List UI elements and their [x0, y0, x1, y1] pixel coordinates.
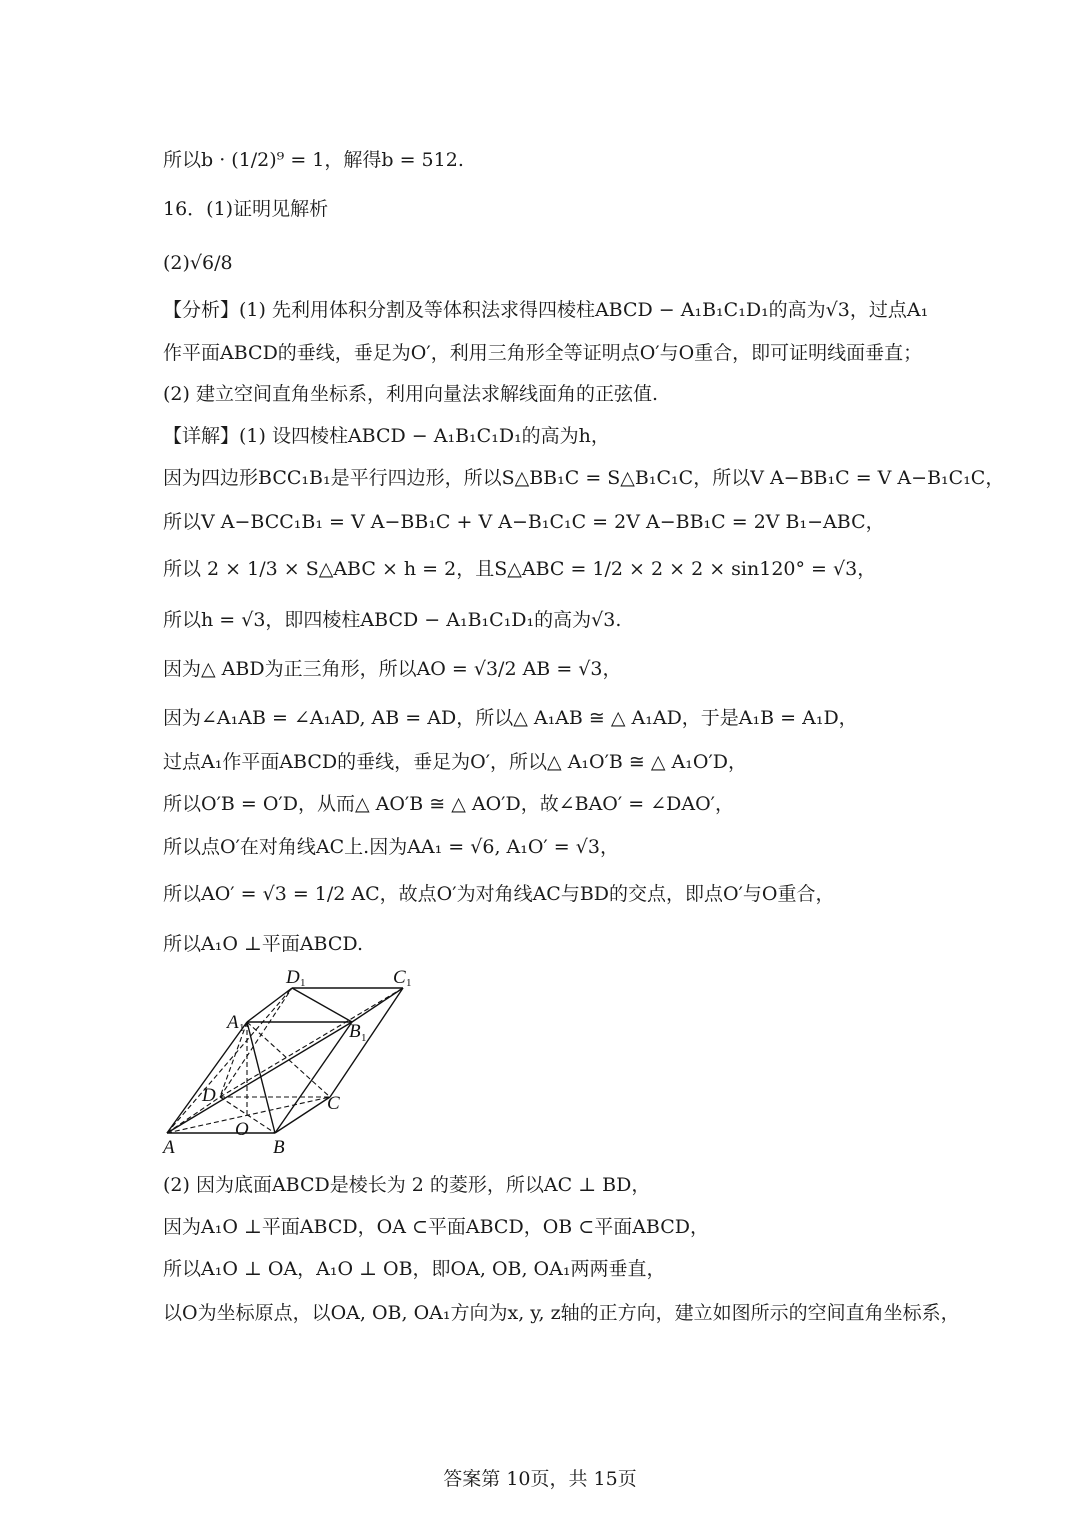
text-line-9: 所以V A−BCC₁B₁ = V A−BB₁C + V A−B₁C₁C = 2V A−BB₁C = 2V B₁−ABC， [163, 511, 885, 533]
page-footer: 答案第 10页，共 15页 [443, 1468, 637, 1490]
label-D: D [202, 1085, 216, 1106]
edge-A-D1 [167, 988, 292, 1133]
text-line-13: 因为∠A₁AB = ∠A₁AD, AB = AD，所以△ A₁AB ≅ △ A₁AD，于是A₁B = A₁D， [163, 707, 858, 729]
text-line-22: 以O为坐标原点，以OA, OB, OA₁方向为x, y, z轴的正方向，建立如图所示的空间直角坐标系， [163, 1302, 960, 1324]
label-O: O [235, 1119, 249, 1140]
text-line-16: 所以点O′在对角线AC上.因为AA₁ = √6, A₁O′ = √3， [163, 836, 619, 858]
edge-D1-B1 [292, 988, 352, 1022]
text-line-4: 【分析】(1) 先利用体积分割及等体积法求得四棱柱ABCD − A₁B₁C₁D₁的高为√3，过点A₁ [163, 299, 929, 321]
text-line-20: 因为A₁O ⊥平面ABCD，OA ⊂平面ABCD，OB ⊂平面ABCD， [163, 1216, 710, 1238]
edge-A-B1 [167, 1022, 352, 1133]
text-line-3: (2)√6/8 [163, 252, 233, 274]
label-C: C [327, 1093, 340, 1114]
label-C1: C [393, 967, 406, 988]
label-C1-sub: 1 [406, 977, 412, 989]
prism-figure [155, 958, 425, 1158]
label-A: A [163, 1137, 175, 1158]
label-B1: B [349, 1021, 361, 1042]
text-line-7: 【详解】(1) 设四棱柱ABCD − A₁B₁C₁D₁的高为h， [163, 425, 610, 447]
label-A1-sub: 1 [239, 1022, 245, 1034]
text-line-1: 所以b · (1/2)⁹ = 1，解得b = 512. [163, 149, 464, 171]
edge-B-C [275, 1097, 330, 1133]
text-line-11: 所以h = √3，即四棱柱ABCD − A₁B₁C₁D₁的高为√3. [163, 609, 622, 631]
text-line-5: 作平面ABCD的垂线，垂足为O′，利用三角形全等证明点O′与O重合，即可证明线面垂直； [163, 342, 923, 364]
text-line-17: 所以AO′ = √3 = 1/2 AC，故点O′为对角线AC与BD的交点，即点O′与O重合， [163, 883, 835, 905]
text-line-14: 过点A₁作平面ABCD的垂线，垂足为O′，所以△ A₁O′B ≅ △ A₁O′D， [163, 751, 747, 773]
text-line-19: (2) 因为底面ABCD是棱长为 2 的菱形，所以AC ⊥ BD， [163, 1174, 651, 1196]
label-D1: D [286, 967, 300, 988]
edge-A1-D1 [247, 988, 292, 1022]
label-D1-sub: 1 [300, 977, 306, 989]
edge-C-C1 [330, 988, 403, 1097]
edge-B-B1 [275, 1022, 352, 1133]
text-line-8: 因为四边形BCC₁B₁是平行四边形，所以S△BB₁C = S△B₁C₁C，所以V A−BB₁C = V A−B₁C₁C， [163, 467, 1005, 489]
text-line-10: 所以 2 × 1/3 × S△ABC × h = 2，且S△ABC = 1/2 × 2 × 2 × sin120° = √3， [163, 558, 877, 580]
text-line-12: 因为△ ABD为正三角形，所以AO = √3/2 AB = √3， [163, 658, 622, 680]
text-line-15: 所以O′B = O′D，从而△ AO′B ≅ △ AO′D，故∠BAO′ = ∠DAO′， [163, 793, 734, 815]
edge-D-D1 [220, 988, 292, 1097]
edge-A-A1 [167, 1022, 247, 1133]
text-line-18: 所以A₁O ⊥平面ABCD. [163, 933, 363, 955]
label-B: B [273, 1137, 285, 1158]
label-B1-sub: 1 [361, 1032, 367, 1044]
edge-A1-B [247, 1022, 275, 1133]
text-line-2: 16．(1)证明见解析 [163, 198, 329, 220]
text-line-21: 所以A₁O ⊥ OA，A₁O ⊥ OB，即OA, OB, OA₁两两垂直， [163, 1258, 666, 1280]
label-A1: A [227, 1012, 239, 1033]
text-line-6: (2) 建立空间直角坐标系，利用向量法求解线面角的正弦值. [163, 383, 658, 405]
